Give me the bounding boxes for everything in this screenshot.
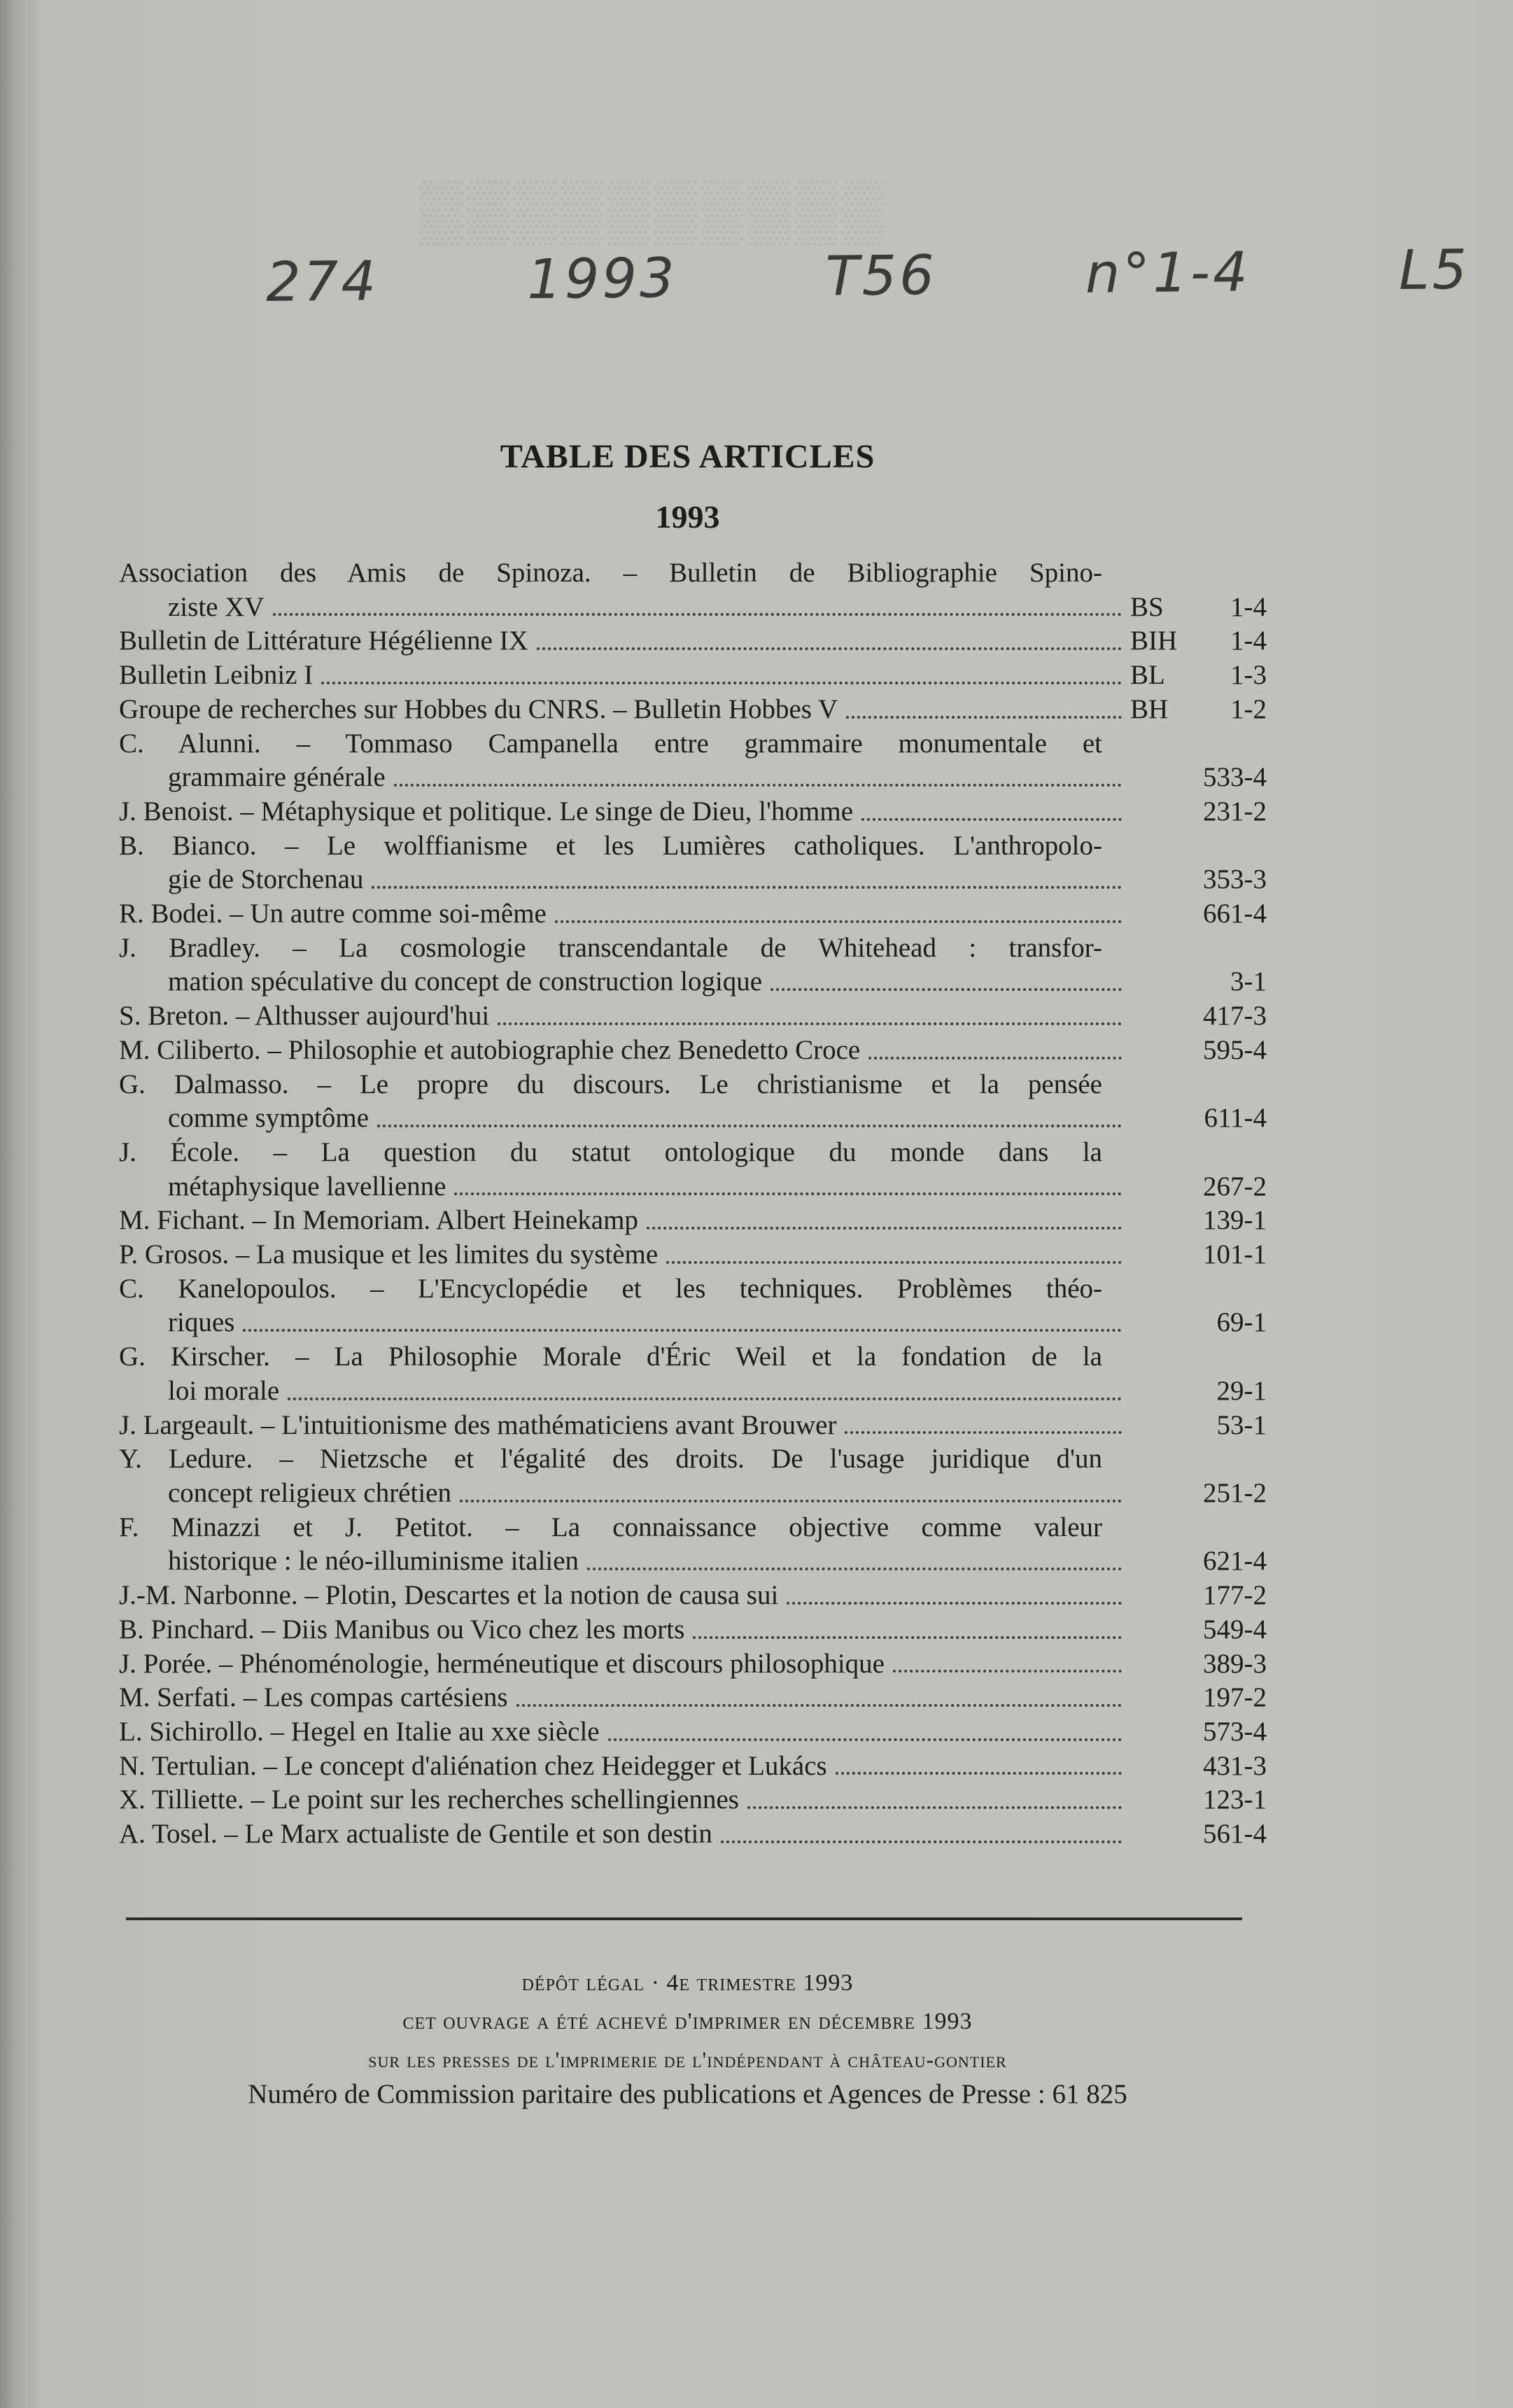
entry-text: ziste XV: [168, 591, 265, 622]
toc-entry: [119, 1579, 1267, 1613]
page-reference: 123-1: [1203, 1784, 1267, 1815]
entry-text: J. Porée. – Phénoménologie, herméneutique et discours philosophique: [119, 1648, 885, 1679]
entry-text: A. Tosel. – Le Marx actualiste de Gentile et son destin: [119, 1819, 712, 1850]
leader-dots: [861, 812, 1122, 821]
toc-entry-line: [119, 1204, 1267, 1238]
toc-entry-line: [119, 556, 1267, 591]
page-reference: 267-2: [1203, 1171, 1267, 1202]
spacer: [1197, 1136, 1267, 1170]
toc-entry: [119, 897, 1267, 931]
toc-entry-line: [119, 931, 1267, 966]
entry-text: Bulletin de Littérature Hégélienne IX: [119, 626, 528, 656]
entry-text: J. Bradley. – La cosmologie transcendantale de Whitehead : transfor-: [119, 932, 1102, 963]
toc-entry: [119, 1238, 1267, 1272]
bulletin-code: BS: [1130, 591, 1164, 622]
entry-text: Association des Amis de Spinoza. – Bulletin de Bibliographie Spino-: [119, 558, 1102, 588]
page-reference: 1-2: [1230, 693, 1267, 724]
leader-dots: [845, 1425, 1122, 1434]
colophon-acheve: cet ouvrage a été achevé d'imprimer en décembre 1993: [402, 2008, 973, 2034]
leader-dots: [647, 1221, 1122, 1230]
entry-text: J.-M. Narbonne. – Plotin, Descartes et la notion de causa sui: [119, 1580, 779, 1611]
toc-entry: [119, 1613, 1267, 1647]
page-reference: 53-1: [1216, 1409, 1267, 1440]
bleed-through-text: ▒▒▒▒▒▒▒▒▒▒: [420, 176, 889, 244]
spacer: [1197, 1068, 1267, 1102]
bulletin-code: [1130, 1715, 1197, 1749]
toc-entry-line: [119, 1340, 1267, 1374]
toc-entry: [119, 1817, 1267, 1852]
toc-entry-line: [119, 693, 1267, 727]
entry-text: C. Alunni. – Tommaso Campanella entre grammaire monumentale et: [119, 728, 1102, 759]
leader-dots: [693, 1631, 1122, 1639]
bulletin-code: BIH: [1130, 626, 1178, 656]
toc-entry-line: [119, 1170, 1267, 1204]
spacer: [1130, 1272, 1197, 1307]
spacer: [1197, 1442, 1267, 1477]
handwritten-part: L5: [1398, 238, 1470, 303]
leader-dots: [608, 1733, 1122, 1741]
handwritten-part: n°1-4: [1085, 241, 1251, 306]
bulletin-code: [1130, 1238, 1197, 1272]
toc-entry-line: [119, 624, 1267, 659]
spacer: [1197, 727, 1267, 761]
leader-dots: [555, 915, 1122, 923]
spacer: [1197, 1340, 1267, 1374]
colophon-depot: dépôt légal · 4e trimestre 1993: [521, 1970, 854, 1996]
toc-entry-line: [119, 1783, 1267, 1817]
entry-text: J. Benoist. – Métaphysique et politique. Le singe de Dieu, l'homme: [119, 796, 854, 826]
entry-text: Y. Ledure. – Nietzsche et l'égalité des droits. De l'usage juridique d'un: [119, 1444, 1102, 1474]
toc-entry-line: [119, 1306, 1267, 1340]
page-reference: 69-1: [1216, 1307, 1267, 1338]
bulletin-code: [1130, 1783, 1197, 1817]
spacer: [1197, 829, 1267, 864]
toc-entry-line: [119, 829, 1267, 864]
page-reference: 101-1: [1203, 1239, 1267, 1270]
bulletin-code: [1130, 1613, 1197, 1647]
spacer: [1130, 1068, 1197, 1102]
toc-entry: [119, 624, 1267, 659]
page-reference: 595-4: [1203, 1034, 1267, 1065]
bulletin-code: [1130, 1544, 1197, 1579]
page-reference: 431-3: [1203, 1750, 1267, 1781]
page-title: TABLE DES ARTICLES: [500, 438, 875, 475]
toc-entry: [119, 1783, 1267, 1817]
toc-entry: [119, 1068, 1267, 1136]
handwritten-part: 274: [265, 250, 379, 315]
toc-entry-line: [119, 1068, 1267, 1102]
toc-entry: [119, 1136, 1267, 1204]
page-reference: 417-3: [1203, 1001, 1267, 1032]
entry-text: F. Minazzi et J. Petitot. – La connaissance objective comme valeur: [119, 1512, 1102, 1542]
spacer: [1130, 727, 1197, 761]
toc-entry-line: [119, 1715, 1267, 1749]
toc-entry: [119, 727, 1267, 795]
entry-text: B. Pinchard. – Diis Manibus ou Vico chez les morts: [119, 1614, 685, 1645]
bulletin-code: BL: [1130, 660, 1165, 691]
leader-dots: [243, 1323, 1122, 1332]
page-reference: 611-4: [1204, 1103, 1267, 1134]
leader-dots: [372, 880, 1122, 889]
page-reference: 1-4: [1230, 591, 1267, 622]
entry-text: concept religieux chrétien: [168, 1477, 451, 1508]
leader-dots: [377, 1119, 1122, 1127]
entry-text: J. Largeault. – L'intuitionisme des mathématiciens avant Brouwer: [119, 1409, 837, 1440]
toc-entry: [119, 1272, 1267, 1340]
toc-entry-line: [119, 1681, 1267, 1715]
toc-entry-line: [119, 1613, 1267, 1647]
bulletin-code: [1130, 795, 1197, 829]
entry-text: M. Ciliberto. – Philosophie et autobiographie chez Benedetto Croce: [119, 1034, 861, 1065]
leader-dots: [454, 1187, 1122, 1195]
toc-entry: [119, 1681, 1267, 1715]
spacer: [1197, 1272, 1267, 1307]
spacer: [1130, 931, 1197, 966]
entry-text: comme symptôme: [168, 1103, 370, 1134]
spacer: [1130, 1442, 1197, 1477]
toc-entry: [119, 931, 1267, 999]
toc-entry-line: [119, 591, 1267, 625]
bulletin-code: [1130, 1647, 1197, 1682]
toc-entry-line: [119, 1409, 1267, 1443]
entry-text: M. Fichant. – In Memoriam. Albert Heinekamp: [119, 1205, 638, 1236]
toc-entry-line: [119, 659, 1267, 693]
bulletin-code: [1130, 1306, 1197, 1340]
toc-entry-line: [119, 897, 1267, 931]
spacer: [1130, 829, 1197, 864]
entry-text: L. Sichirollo. – Hegel en Italie au xxe siècle: [119, 1716, 600, 1747]
leader-dots: [747, 1801, 1122, 1809]
handwritten-part: 1993: [526, 246, 678, 312]
toc-entry: [119, 1647, 1267, 1682]
bulletin-code: [1130, 1034, 1197, 1068]
toc-entry: [119, 693, 1267, 727]
toc-entry: [119, 1034, 1267, 1068]
bulletin-code: [1130, 897, 1197, 931]
toc-entry-line: [119, 1442, 1267, 1477]
page-reference: 561-4: [1203, 1819, 1267, 1850]
leader-dots: [498, 1017, 1122, 1025]
page-reference: 197-2: [1203, 1682, 1267, 1713]
toc-entry: [119, 795, 1267, 829]
toc-entry-line: [119, 863, 1267, 897]
entry-text: R. Bodei. – Un autre comme soi-même: [119, 899, 547, 929]
leader-dots: [770, 983, 1122, 991]
entry-text: S. Breton. – Althusser aujourd'hui: [119, 1001, 490, 1032]
page-reference: 3-1: [1230, 966, 1267, 997]
toc-entry-line: [119, 1579, 1267, 1613]
toc-entry-line: [119, 1374, 1267, 1409]
spacer: [1197, 931, 1267, 966]
spacer: [1130, 1511, 1197, 1545]
table-of-articles: [119, 556, 1267, 1852]
toc-entry: [119, 1340, 1267, 1408]
leader-dots: [321, 676, 1122, 684]
leader-dots: [846, 710, 1122, 719]
colophon-commission: Numéro de Commission paritaire des publications et Agences de Presse : 61 825: [248, 2079, 1127, 2109]
page-reference: 29-1: [1216, 1375, 1267, 1406]
page-reference: 139-1: [1203, 1205, 1267, 1236]
entry-text: loi morale: [168, 1375, 280, 1406]
toc-entry: [119, 1749, 1267, 1784]
leader-dots: [787, 1596, 1122, 1605]
bulletin-code: [1130, 1101, 1197, 1136]
entry-text: riques: [168, 1307, 235, 1338]
toc-entry-line: [119, 727, 1267, 761]
spacer: [1130, 1340, 1197, 1374]
leader-dots: [516, 1698, 1122, 1707]
toc-entry: [119, 1409, 1267, 1443]
leader-dots: [273, 607, 1122, 616]
entry-text: B. Bianco. – Le wolffianisme et les Lumières catholiques. L'anthropolo-: [119, 830, 1102, 861]
entry-text: G. Dalmasso. – Le propre du discours. Le christianisme et la pensée: [119, 1069, 1102, 1099]
bulletin-code: [1130, 1579, 1197, 1613]
toc-entry: [119, 556, 1267, 624]
toc-entry-line: [119, 1272, 1267, 1307]
entry-text: P. Grosos. – La musique et les limites du système: [119, 1239, 659, 1270]
bulletin-code: [1130, 1409, 1197, 1443]
toc-entry-line: [119, 761, 1267, 795]
leader-dots: [537, 642, 1122, 650]
page-reference: 573-4: [1203, 1716, 1267, 1747]
toc-entry-line: [119, 1136, 1267, 1170]
entry-text: N. Tertulian. – Le concept d'aliénation chez Heidegger et Lukács: [119, 1750, 827, 1781]
page-reference: 389-3: [1203, 1648, 1267, 1679]
page-reference: 621-4: [1203, 1546, 1267, 1577]
page-reference: 231-2: [1203, 796, 1267, 826]
colophon-presses: sur les presses de l'imprimerie de l'indépendant à château-gontier: [368, 2047, 1007, 2072]
leader-dots: [836, 1766, 1122, 1775]
bulletin-code: [1130, 1477, 1197, 1511]
entry-text: mation spéculative du concept de construction logique: [168, 966, 763, 997]
page-reference: 251-2: [1203, 1477, 1267, 1508]
bulletin-code: [1130, 1681, 1197, 1715]
toc-entry: [119, 999, 1267, 1034]
toc-entry-line: [119, 1477, 1267, 1511]
leader-dots: [721, 1835, 1122, 1843]
entry-text: Bulletin Leibniz I: [119, 660, 314, 691]
entry-text: G. Kirscher. – La Philosophie Morale d'Éric Weil et la fondation de la: [119, 1342, 1102, 1372]
page-reference: 549-4: [1203, 1614, 1267, 1645]
spacer: [1197, 1511, 1267, 1545]
page-reference: 533-4: [1203, 762, 1267, 793]
toc-entry-line: [119, 1511, 1267, 1545]
bulletin-code: [1130, 1204, 1197, 1238]
toc-entry-line: [119, 999, 1267, 1034]
page-reference: 177-2: [1203, 1580, 1267, 1611]
bulletin-code: BH: [1130, 693, 1169, 724]
toc-entry-line: [119, 1817, 1267, 1852]
toc-entry-line: [119, 1101, 1267, 1136]
page-reference: 353-3: [1203, 864, 1267, 895]
entry-text: métaphysique lavellienne: [168, 1171, 446, 1202]
entry-text: C. Kanelopoulos. – L'Encyclopédie et les techniques. Problèmes théo-: [119, 1273, 1102, 1304]
page-reference: 1-3: [1230, 660, 1267, 691]
spacer: [1197, 556, 1267, 591]
entry-text: historique : le néo-illuminisme italien: [168, 1546, 579, 1577]
leader-dots: [288, 1392, 1122, 1400]
entry-text: gie de Storchenau: [168, 864, 364, 895]
toc-entry: [119, 1511, 1267, 1579]
entry-text: X. Tilliette. – Le point sur les recherches schellingiennes: [119, 1784, 739, 1815]
spacer: [1130, 556, 1197, 591]
page-reference: 661-4: [1203, 899, 1267, 929]
entry-text: J. École. – La question du statut ontologique du monde dans la: [119, 1136, 1102, 1167]
entry-text: grammaire générale: [168, 762, 386, 793]
bulletin-code: [1130, 1374, 1197, 1409]
toc-entry-line: [119, 1238, 1267, 1272]
leader-dots: [868, 1051, 1122, 1059]
toc-entry-line: [119, 1544, 1267, 1579]
page-reference: 1-4: [1230, 626, 1267, 656]
toc-entry-line: [119, 1034, 1267, 1068]
bulletin-code: [1130, 1817, 1197, 1852]
divider: [126, 1917, 1242, 1920]
leader-dots: [460, 1494, 1122, 1502]
toc-entry-line: [119, 965, 1267, 999]
toc-entry: [119, 1204, 1267, 1238]
toc-entry-line: [119, 1647, 1267, 1682]
leader-dots: [394, 778, 1122, 787]
leader-dots: [893, 1664, 1122, 1673]
leader-dots: [666, 1255, 1122, 1264]
bulletin-code: [1130, 1170, 1197, 1204]
leader-dots: [587, 1562, 1122, 1570]
bulletin-code: [1130, 965, 1197, 999]
bulletin-code: [1130, 1749, 1197, 1784]
bulletin-code: [1130, 999, 1197, 1034]
toc-entry: [119, 1715, 1267, 1749]
toc-entry-line: [119, 1749, 1267, 1784]
toc-entry: [119, 829, 1267, 897]
page-year: 1993: [655, 499, 720, 535]
bulletin-code: [1130, 761, 1197, 795]
bulletin-code: [1130, 863, 1197, 897]
toc-entry: [119, 659, 1267, 693]
handwritten-shelf-mark: [266, 239, 1470, 314]
entry-text: Groupe de recherches sur Hobbes du CNRS. – Bulletin Hobbes V: [119, 693, 838, 724]
handwritten-part: T56: [825, 244, 938, 309]
entry-text: M. Serfati. – Les compas cartésiens: [119, 1682, 508, 1713]
spacer: [1130, 1136, 1197, 1170]
toc-entry-line: [119, 795, 1267, 829]
toc-entry: [119, 1442, 1267, 1510]
